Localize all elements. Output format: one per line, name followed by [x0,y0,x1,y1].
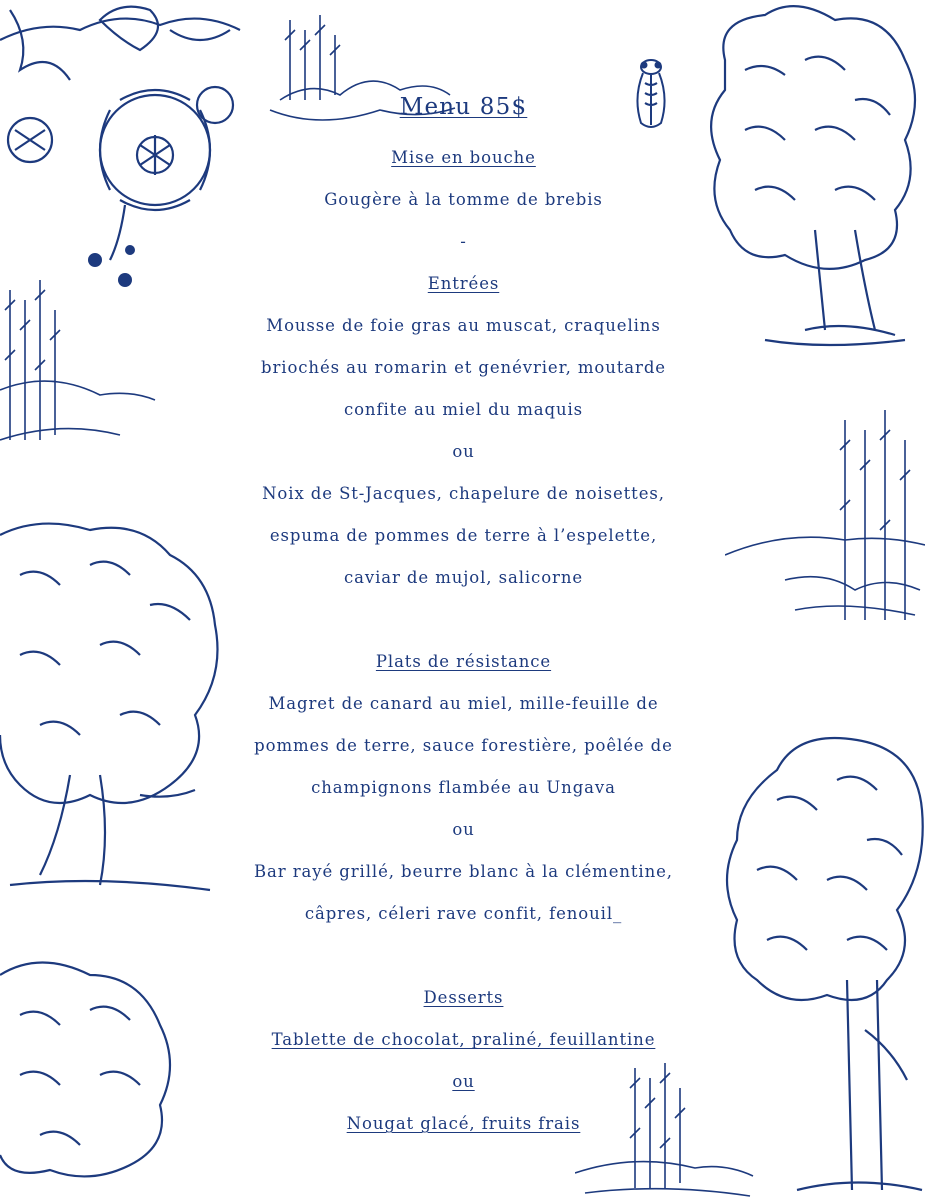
or-separator: ou [452,820,475,839]
menu-item-line: Bar rayé grillé, beurre blanc à la clémentine, [254,862,673,881]
menu-item-line: champignons flambée au Ungava [311,778,616,797]
section-heading-entrees: Entrées [427,274,500,293]
menu-item-line: Noix de St-Jacques, chapelure de noisettes, [262,484,665,503]
menu-item-line: espuma de pommes de terre à l’espelette, [269,526,658,545]
or-separator: ou [452,442,475,461]
separator: - [460,232,467,251]
menu-item-line: Magret de canard au miel, mille-feuille de [268,694,659,713]
menu-item-line: Mousse de foie gras au muscat, craquelins [266,316,661,335]
menu-item-line: câpres, céleri rave confit, fenouil_ [304,904,623,923]
menu-item-line: Tablette de chocolat, praliné, feuillantine [271,1030,656,1049]
menu-item-line: briochés au romarin et genévrier, moutarde [261,358,666,377]
section-heading-desserts: Desserts [423,988,504,1007]
menu-item-line: caviar de mujol, salicorne [343,568,584,587]
menu-item-line: Nougat glacé, fruits frais [346,1114,581,1133]
menu-title: Menu 85$ [399,94,528,120]
section-heading-plats: Plats de résistance [375,652,552,671]
or-separator: ou [452,1072,475,1091]
menu-item-line: pommes de terre, sauce forestière, poêlée de [254,736,673,755]
menu-item: Gougère à la tomme de brebis [324,190,603,209]
menu-item-line: confite au miel du maquis [343,400,584,419]
section-heading-mise-en-bouche: Mise en bouche [391,148,536,167]
